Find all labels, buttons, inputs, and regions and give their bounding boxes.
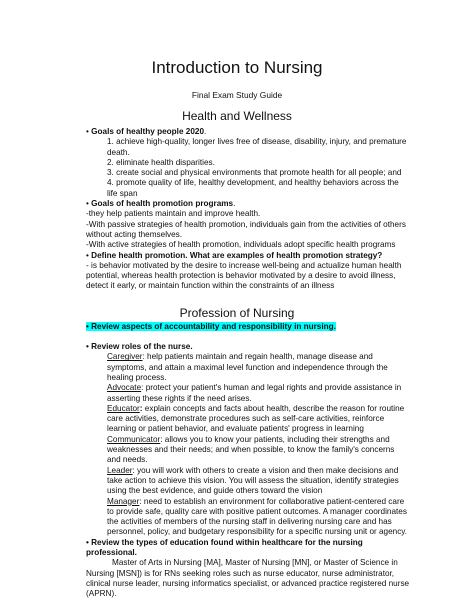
role-sep: : (132, 465, 135, 475)
role-text: help patients maintain and regain health, manage disease and symptoms, and attain a maximal level function and independence through the healing process. (107, 352, 388, 382)
spacer (86, 332, 410, 342)
goal-item: 2. eliminate health disparities. (107, 157, 215, 167)
role-sep: : (142, 352, 145, 362)
define-health-promotion-heading (86, 251, 410, 261)
role-sep: : (141, 383, 144, 393)
role-term: Communicator (107, 434, 161, 444)
goals-health-promotion-label: Goals of health promotion programs (88, 199, 234, 209)
review-roles-heading: • Review roles of the nurse. (86, 342, 193, 352)
role-item-caregiver (86, 352, 410, 383)
role-sep: : (139, 403, 143, 413)
role-item-communicator (86, 435, 410, 466)
role-sep: : (160, 434, 163, 444)
role-text: you will work with others to create a vision and then make decisions and take action to achieve this vision. You will assess the situation, identify strategies using the best evidence, and guide others toward the vision (107, 465, 399, 496)
goals-healthy-people-heading (86, 127, 410, 137)
bullet: • (86, 199, 89, 209)
role-item-educator (86, 404, 410, 435)
goal-item: 4. promote quality of life, healthy development, and healthy behaviors across the life span (107, 178, 399, 198)
role-term: Advocate (107, 383, 142, 393)
section-heading-profession: Profession of Nursing (179, 305, 295, 320)
role-text: protect your patient's human and legal rights and provide assistance in asserting these rights if the need arises. (107, 383, 402, 403)
define-health-promotion-answer: - is behavior motivated by the desire to increase well-being and actualize human health potential, whereas health protection is behavior motivated by a desire to avoid illness, detect it early, or maintain function within the constraints of an illness (86, 260, 402, 291)
promotion-line: -With passive strategies of health promotion, individuals gain from the activities of others without acting themselves. (86, 219, 406, 239)
document-subtitle: Final Exam Study Guide (191, 90, 283, 100)
role-item-leader (86, 466, 410, 497)
goals-health-promotion-tail: . (233, 199, 236, 209)
goals-healthy-people-tail: . (204, 127, 207, 136)
bullet: • (86, 250, 89, 260)
role-term: Caregiver (107, 352, 143, 362)
review-accountability-heading (86, 322, 410, 332)
promotion-line: -With active strategies of health promotion, individuals adopt specific health programs (86, 240, 396, 250)
role-sep: : (139, 496, 142, 506)
goals-health-promotion-heading (86, 199, 410, 209)
education-text (86, 558, 410, 599)
define-health-promotion-label: Define health promotion. What are examples of health promotion strategy? (88, 250, 383, 260)
education-text-body: Master of Arts in Nursing [MA], Master of Nursing [MN], or Master of Science in Nursing [MSN]) is for RNs seeking roles such as nurse educator, nurse administrator, clinical nurse leader, nursing informatics specialist, or advanced practice registered nurse (APRN). (86, 558, 410, 599)
role-item-advocate (86, 383, 410, 404)
role-item-manager (86, 497, 410, 538)
document-title: Introduction to Nursing (151, 58, 323, 77)
role-term: Leader (107, 465, 133, 475)
role-term: Educator (107, 403, 140, 413)
goal-item: 1. achieve high-quality, longer lives free of disease, disability, injury, and premature death. (107, 137, 407, 157)
review-education-heading: • Review the types of education found within healthcare for the nursing professional. (86, 537, 363, 557)
section-heading-health-wellness: Health and Wellness (182, 109, 292, 123)
goals-healthy-people-label: Goals of healthy people 2020 (88, 127, 204, 136)
goal-item: 3. create social and physical environments that promote health for all people; and (107, 168, 402, 178)
review-accountability-label: • Review aspects of accountability and responsibility in nursing. (86, 321, 336, 331)
bullet: • (86, 127, 89, 136)
role-text: explain concepts and facts about health, describe the reason for routine care activities, demonstrate procedures such as self-care activities, reinforce learning or patient behavior, and evaluate patients' progress in learning (107, 403, 405, 434)
role-term: Manager (107, 496, 140, 506)
role-text: allows you to know your patients, including their strengths and weaknesses and their needs; and when possible, to know the family's concerns and needs. (107, 434, 395, 465)
role-text: need to establish an environment for collaborative patient-centered care to provide safe, quality care with positive patient outcomes. A manager coordinates the activities of members of the nursing staff in delivering nursing care and has personnel, policy, and budgetary responsibility for a specific nursing unit or agency. (107, 496, 408, 537)
promotion-line: -they help patients maintain and improve health. (86, 209, 261, 219)
